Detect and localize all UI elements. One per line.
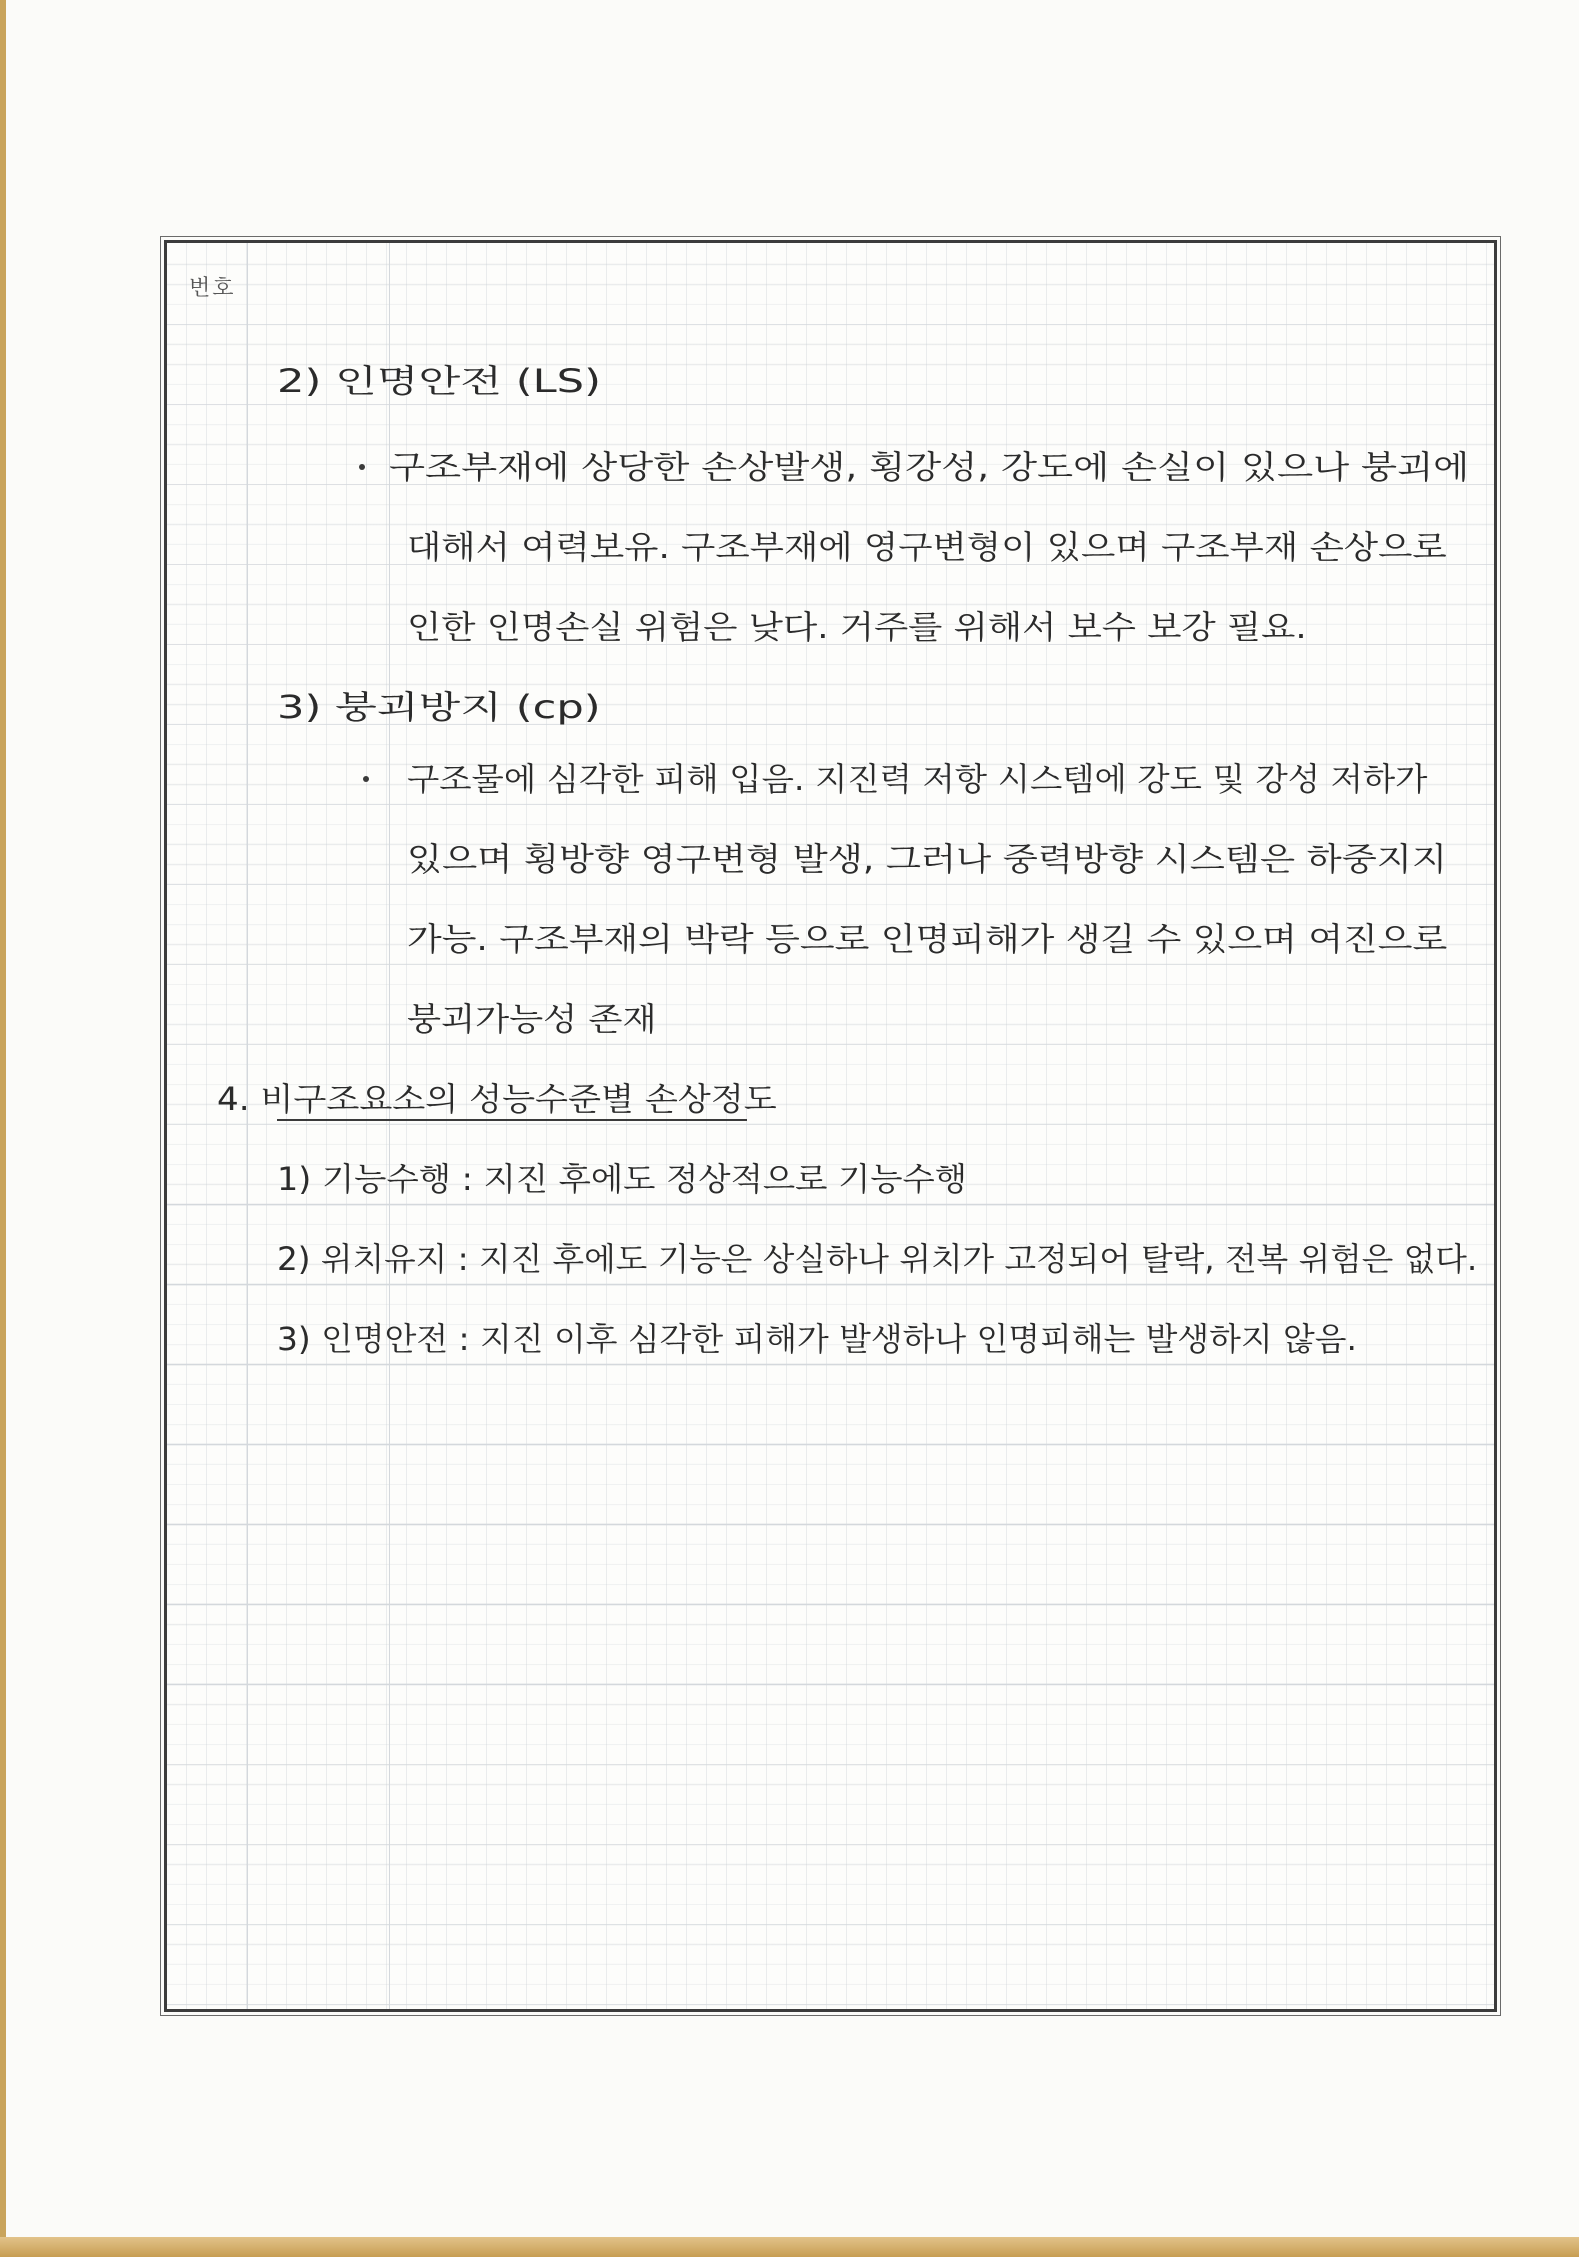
cp-line-4: 붕괴가능성 존재: [407, 1000, 657, 1038]
section-4-heading: 4. 비구조요소의 성능수준별 손상정도: [217, 1080, 777, 1118]
bullet-ls: [359, 464, 365, 470]
heading-ls: 2) 인명안전 (LS): [277, 362, 601, 400]
cp-line-2: 있으며 횡방향 영구변형 발생, 그러나 중력방향 시스템은 하중지지: [407, 840, 1448, 878]
cp-line-3: 가능. 구조부재의 박락 등으로 인명피해가 생길 수 있으며 여진으로: [407, 920, 1448, 958]
item-function: 1) 기능수행 : 지진 후에도 정상적으로 기능수행: [277, 1160, 968, 1198]
sheet-number-label: 번호: [189, 276, 236, 301]
cp-line-1: 구조물에 심각한 피해 입음. 지진력 저항 시스템에 강도 및 강성 저하가: [407, 760, 1428, 798]
item-position: 2) 위치유지 : 지진 후에도 기능은 상실하나 위치가 고정되어 탈락, 전복 위험은 없다.: [277, 1240, 1478, 1278]
margin-line-left: [247, 243, 248, 2009]
ls-line-1: 구조부재에 상당한 손상발생, 횡강성, 강도에 손실이 있으나 붕괴에: [389, 448, 1470, 486]
section-4-underline: [277, 1119, 747, 1121]
answer-sheet: [164, 240, 1497, 2012]
ls-line-3: 인한 인명손실 위험은 낮다. 거주를 위해서 보수 보강 필요.: [407, 608, 1307, 646]
margin-line-inner: [389, 243, 390, 2009]
desk-edge-bottom: [0, 2237, 1579, 2257]
item-life-safety: 3) 인명안전 : 지진 이후 심각한 피해가 발생하나 인명피해는 발생하지 않음.: [277, 1320, 1357, 1358]
bullet-cp: [363, 776, 369, 782]
heading-cp: 3) 붕괴방지 (cp): [277, 688, 601, 726]
ls-line-2: 대해서 여력보유. 구조부재에 영구변형이 있으며 구조부재 손상으로: [407, 528, 1447, 566]
notebook-page: [6, 0, 1579, 2237]
